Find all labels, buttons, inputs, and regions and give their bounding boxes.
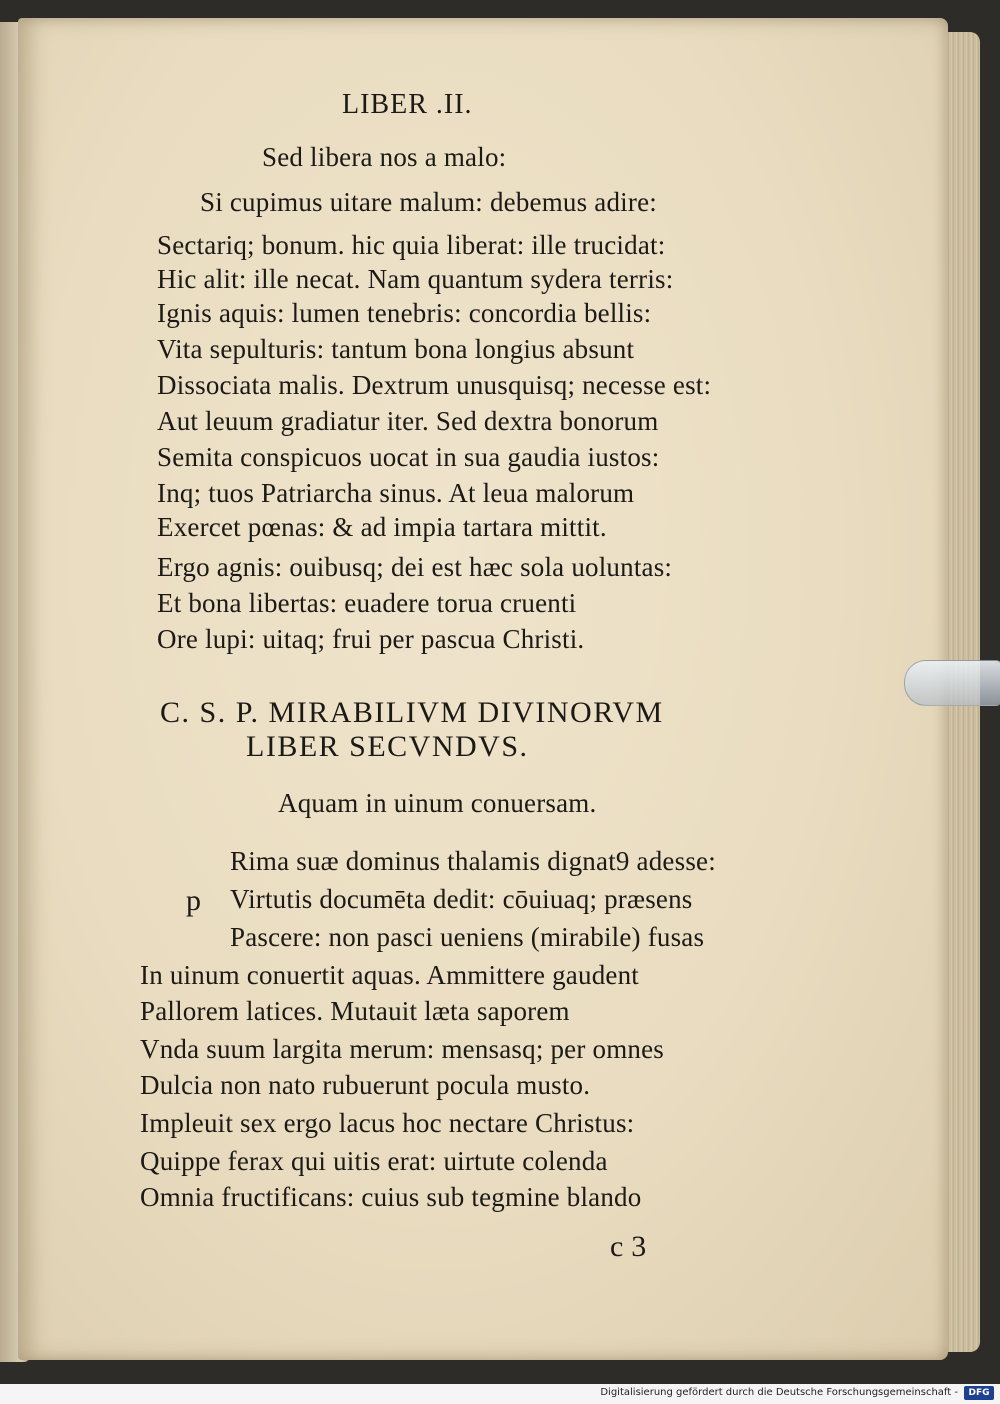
- poem-line: Dissociata malis. Dextrum unusquisq; necesse est:: [157, 370, 712, 400]
- chapter-title: Aquam in uinum conuersam.: [278, 788, 597, 818]
- chapter-line: Impleuit sex ergo lacus hoc nectare Christus:: [140, 1108, 635, 1138]
- guide-letter: p: [186, 884, 201, 917]
- chapter-line: Pallorem latices. Mutauit læta saporem: [140, 996, 570, 1026]
- poem-line: Ignis aquis: lumen tenebris: concordia bellis:: [157, 298, 652, 328]
- footer-credit: Digitalisierung gefördert durch die Deutsche Forschungsgemeinschaft -: [600, 1387, 958, 1398]
- poem-line: Inq; tuos Patriarcha sinus. At leua malorum: [157, 478, 635, 508]
- poem-line: Semita conspicuos uocat in sua gaudia iustos:: [157, 442, 660, 472]
- chapter-line: Vnda suum largita merum: mensasq; per omnes: [140, 1034, 664, 1064]
- chapter-line: Rima suæ dominus thalamis dignat9 adesse:: [230, 846, 716, 876]
- signature-mark: c 3: [610, 1230, 647, 1263]
- book-heading: C. S. P. MIRABILIVM DIVINORVM: [160, 696, 664, 729]
- book-heading-sub: LIBER SECVNDVS.: [246, 730, 529, 763]
- poem-line: Si cupimus uitare malum: debemus adire:: [200, 187, 657, 217]
- poem-line: Ore lupi: uitaq; frui per pascua Christi.: [157, 624, 585, 654]
- poem-line: Ergo agnis: ouibusq; dei est hæc sola uoluntas:: [157, 552, 673, 582]
- dfg-logo: DFG: [964, 1386, 994, 1400]
- poem-line: Hic alit: ille necat. Nam quantum sydera terris:: [157, 264, 674, 294]
- chapter-line: Virtutis documēta dedit: cōuiuaq; præsens: [230, 884, 693, 914]
- page-clip: [904, 660, 1000, 706]
- poem-line: Exercet pœnas: & ad impia tartara mittit.: [157, 512, 607, 542]
- poem-line: Et bona libertas: euadere torua cruenti: [157, 588, 577, 618]
- chapter-line: Quippe ferax qui uitis erat: uirtute colenda: [140, 1146, 608, 1176]
- poem-line: Sectariq; bonum. hic quia liberat: ille trucidat:: [157, 230, 666, 260]
- chapter-line: Omnia fructificans: cuius sub tegmine blando: [140, 1182, 642, 1212]
- poem-line: Sed libera nos a malo:: [262, 142, 507, 172]
- chapter-line: Pascere: non pasci ueniens (mirabile) fusas: [230, 922, 705, 952]
- chapter-line: In uinum conuertit aquas. Ammittere gaudent: [140, 960, 639, 990]
- running-head: LIBER .II.: [342, 89, 473, 120]
- poem-line: Aut leuum gradiatur iter. Sed dextra bonorum: [157, 406, 659, 436]
- chapter-line: Dulcia non nato rubuerunt pocula musto.: [140, 1070, 591, 1100]
- poem-line: Vita sepulturis: tantum bona longius absunt: [157, 334, 635, 364]
